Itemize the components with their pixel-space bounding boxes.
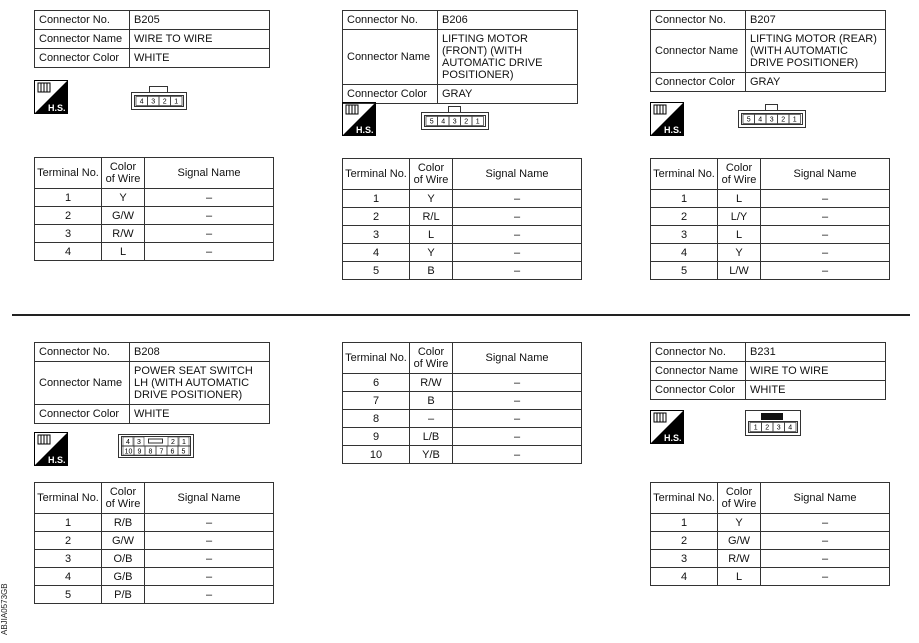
color-of-wire-header: Color of Wire [102, 483, 145, 514]
table-row [343, 428, 582, 446]
svg-text:H.S.: H.S. [664, 125, 682, 135]
pin-number: 2 [781, 116, 786, 124]
pin-number: 1 [792, 116, 797, 124]
signal-name-cell: – [761, 262, 890, 280]
wire-color-cell: R/B [102, 514, 145, 532]
connector-no-value: B206 [438, 11, 578, 30]
connector-color-label: Connector Color [651, 73, 746, 92]
wire-color-cell: L [718, 190, 761, 208]
table-row [343, 226, 582, 244]
table-row [35, 189, 274, 207]
signal-name-cell: – [145, 532, 274, 550]
pin-number: 5 [429, 118, 434, 126]
signal-name-cell: – [453, 446, 582, 464]
signal-name-cell: – [145, 550, 274, 568]
terminal-no-cell: 1 [651, 190, 718, 208]
wire-color-cell: B [410, 262, 453, 280]
b231-pins [750, 423, 796, 432]
table-row [651, 244, 890, 262]
wire-color-cell: G/W [102, 532, 145, 550]
terminal-no-cell: 2 [35, 532, 102, 550]
wire-color-cell: O/B [102, 550, 145, 568]
terminal-no-cell: 2 [651, 208, 718, 226]
table-row [651, 568, 890, 586]
wire-color-cell: Y [410, 190, 453, 208]
connector-name-value: LIFTING MOTOR (FRONT) (WITH AUTOMATIC DRIVE POSITIONER) [438, 30, 578, 85]
wire-color-cell: G/W [718, 532, 761, 550]
terminal-no-cell: 7 [343, 392, 410, 410]
terminal-no-header: Terminal No. [35, 158, 102, 189]
b208-terminal-table [34, 482, 274, 604]
pin-number: 2 [171, 439, 175, 446]
wire-color-cell: Y [410, 244, 453, 262]
wire-color-cell: Y [718, 244, 761, 262]
svg-text:H.S.: H.S. [48, 455, 66, 465]
signal-name-cell: – [761, 244, 890, 262]
pin-number: 2 [464, 118, 469, 126]
wire-color-cell: L [718, 568, 761, 586]
pin-number: 3 [452, 118, 457, 126]
connector-no-label: Connector No. [35, 343, 130, 362]
connector-name-label: Connector Name [35, 30, 130, 49]
signal-name-cell: – [761, 550, 890, 568]
pin-number: 10 [124, 448, 133, 456]
terminal-no-cell: 4 [35, 568, 102, 586]
terminal-no-header: Terminal No. [651, 483, 718, 514]
pin-number: 9 [137, 448, 142, 456]
b205-info [34, 10, 270, 68]
terminal-no-cell: 4 [651, 568, 718, 586]
table-row [35, 225, 274, 243]
table-row [651, 208, 890, 226]
table-row [35, 207, 274, 225]
wire-color-cell: G/B [102, 568, 145, 586]
signal-name-header: Signal Name [761, 483, 890, 514]
terminal-no-cell: 4 [651, 244, 718, 262]
table-row [651, 262, 890, 280]
hs-icon [650, 102, 684, 136]
pin-number: 6 [170, 448, 175, 456]
terminal-no-cell: 1 [651, 514, 718, 532]
connector-no-label: Connector No. [35, 11, 130, 30]
connector-no-value: B231 [746, 343, 886, 362]
terminal-no-cell: 3 [35, 550, 102, 568]
pin-number: 7 [159, 448, 164, 456]
color-of-wire-header: Color of Wire [102, 158, 145, 189]
b205-connector-face [131, 86, 187, 110]
b208-connector-face [118, 434, 194, 458]
terminal-no-cell: 1 [35, 514, 102, 532]
terminal-no-cell: 2 [343, 208, 410, 226]
color-of-wire-header: Color of Wire [410, 159, 453, 190]
signal-name-header: Signal Name [145, 483, 274, 514]
signal-name-cell: – [453, 392, 582, 410]
wire-color-cell: R/W [102, 225, 145, 243]
terminal-no-cell: 8 [343, 410, 410, 428]
b206-connector-face [421, 106, 489, 130]
hs-icon [342, 102, 376, 136]
signal-name-cell: – [145, 243, 274, 261]
wire-color-cell: Y/B [410, 446, 453, 464]
wire-color-cell: L/B [410, 428, 453, 446]
terminal-no-cell: 5 [651, 262, 718, 280]
terminal-no-header: Terminal No. [343, 159, 410, 190]
pin-number: 1 [182, 439, 186, 446]
connector-color-label: Connector Color [651, 381, 746, 400]
table-row [35, 514, 274, 532]
connector-color-value: GRAY [746, 73, 886, 92]
color-of-wire-header: Color of Wire [718, 483, 761, 514]
wire-color-cell: Y [102, 189, 145, 207]
signal-name-cell: – [145, 225, 274, 243]
signal-name-cell: – [761, 514, 890, 532]
wire-color-cell: L/Y [718, 208, 761, 226]
pin-number: 4 [788, 424, 793, 432]
signal-name-header: Signal Name [761, 159, 890, 190]
wire-color-cell: L [410, 226, 453, 244]
b208-terminal-table-continued [342, 342, 582, 464]
terminal-no-cell: 4 [343, 244, 410, 262]
wire-color-cell: L [102, 243, 145, 261]
connector-color-value: GRAY [438, 85, 578, 104]
pin-number: 3 [776, 424, 781, 432]
wire-color-cell: L [718, 226, 761, 244]
connector-name-value: WIRE TO WIRE [746, 362, 886, 381]
table-row [651, 226, 890, 244]
terminal-no-cell: 1 [35, 189, 102, 207]
pin-number: 2 [162, 98, 167, 106]
b205-pins [136, 97, 182, 106]
table-row [343, 262, 582, 280]
signal-name-header: Signal Name [145, 158, 274, 189]
terminal-no-cell: 10 [343, 446, 410, 464]
table-row [343, 410, 582, 428]
connector-no-value: B205 [130, 11, 270, 30]
terminal-no-cell: 2 [651, 532, 718, 550]
table-row [343, 244, 582, 262]
connector-color-label: Connector Color [343, 85, 438, 104]
wire-color-cell: – [410, 410, 453, 428]
table-row [651, 532, 890, 550]
table-row [35, 586, 274, 604]
pin-number: 8 [148, 448, 153, 456]
figure-code: ABJIA0573GB [0, 583, 9, 635]
connector-name-label: Connector Name [343, 30, 438, 85]
signal-name-cell: – [761, 532, 890, 550]
hs-icon [650, 410, 684, 444]
connector-name-value: LIFTING MOTOR (REAR) (WITH AUTOMATIC DRIVE POSITIONER) [746, 30, 886, 73]
terminal-no-cell: 9 [343, 428, 410, 446]
color-of-wire-header: Color of Wire [410, 343, 453, 374]
pin-number: 2 [765, 424, 770, 432]
table-row [651, 514, 890, 532]
signal-name-cell: – [761, 208, 890, 226]
wire-color-cell: R/W [410, 374, 453, 392]
terminal-no-header: Terminal No. [35, 483, 102, 514]
terminal-no-cell: 1 [343, 190, 410, 208]
pin-number: 5 [181, 448, 186, 456]
table-row [343, 190, 582, 208]
signal-name-cell: – [453, 428, 582, 446]
signal-name-cell: – [453, 262, 582, 280]
b207-info [650, 10, 886, 92]
connector-no-label: Connector No. [651, 11, 746, 30]
connector-no-label: Connector No. [343, 11, 438, 30]
b231-connector-face [745, 410, 801, 436]
pin-number: 3 [137, 439, 141, 446]
terminal-no-cell: 3 [35, 225, 102, 243]
wire-color-cell: Y [718, 514, 761, 532]
pin-number: 3 [151, 98, 156, 106]
hs-icon [34, 432, 68, 466]
signal-name-cell: – [145, 207, 274, 225]
table-row [343, 374, 582, 392]
pin-number: 5 [746, 116, 751, 124]
connector-color-value: WHITE [130, 405, 270, 424]
connector-name-label: Connector Name [35, 362, 130, 405]
svg-text:H.S.: H.S. [664, 433, 682, 443]
b231-info [650, 342, 886, 400]
connector-name-value: WIRE TO WIRE [130, 30, 270, 49]
pin-number: 3 [769, 116, 774, 124]
table-row [35, 550, 274, 568]
connector-color-value: WHITE [130, 49, 270, 68]
signal-name-header: Signal Name [453, 159, 582, 190]
signal-name-cell: – [145, 568, 274, 586]
signal-name-cell: – [145, 189, 274, 207]
table-row [35, 532, 274, 550]
connector-no-label: Connector No. [651, 343, 746, 362]
b208-info [34, 342, 270, 424]
b206-terminal-table [342, 158, 582, 280]
pin-number: 1 [475, 118, 480, 126]
b207-terminal-table [650, 158, 890, 280]
wire-color-cell: R/L [410, 208, 453, 226]
b206-info [342, 10, 578, 104]
signal-name-cell: – [453, 374, 582, 392]
signal-name-cell: – [453, 208, 582, 226]
pin-number: 4 [441, 118, 446, 126]
terminal-no-cell: 6 [343, 374, 410, 392]
table-row [343, 392, 582, 410]
section-divider [12, 314, 910, 316]
signal-name-cell: – [761, 190, 890, 208]
pin-number: 1 [753, 424, 758, 432]
connector-no-value: B207 [746, 11, 886, 30]
wire-color-cell: B [410, 392, 453, 410]
table-row [651, 550, 890, 568]
connector-color-label: Connector Color [35, 49, 130, 68]
b205-terminal-table [34, 157, 274, 261]
terminal-no-cell: 5 [35, 586, 102, 604]
table-row [35, 243, 274, 261]
svg-text:H.S.: H.S. [48, 103, 66, 113]
table-row [35, 568, 274, 586]
pin-number: 1 [174, 98, 179, 106]
svg-text:H.S.: H.S. [356, 125, 374, 135]
terminal-no-header: Terminal No. [343, 343, 410, 374]
signal-name-cell: – [453, 410, 582, 428]
table-row [651, 190, 890, 208]
connector-color-value: WHITE [746, 381, 886, 400]
wire-color-cell: R/W [718, 550, 761, 568]
wire-color-cell: P/B [102, 586, 145, 604]
b231-terminal-table [650, 482, 890, 586]
signal-name-cell: – [453, 190, 582, 208]
signal-name-header: Signal Name [453, 343, 582, 374]
terminal-no-cell: 2 [35, 207, 102, 225]
pin-number: 4 [139, 98, 144, 106]
wire-color-cell: G/W [102, 207, 145, 225]
wire-color-cell: L/W [718, 262, 761, 280]
b207-connector-face [738, 104, 806, 128]
pin-number: 4 [758, 116, 763, 124]
terminal-no-cell: 3 [651, 550, 718, 568]
hs-icon [34, 80, 68, 114]
terminal-no-cell: 4 [35, 243, 102, 261]
table-row [343, 446, 582, 464]
signal-name-cell: – [145, 514, 274, 532]
signal-name-cell: – [145, 586, 274, 604]
signal-name-cell: – [761, 568, 890, 586]
pin-number: 4 [126, 439, 130, 446]
terminal-no-cell: 3 [651, 226, 718, 244]
connector-name-value: POWER SEAT SWITCH LH (WITH AUTOMATIC DRIVE POSITIONER) [130, 362, 270, 405]
terminal-no-cell: 5 [343, 262, 410, 280]
terminal-no-cell: 3 [343, 226, 410, 244]
signal-name-cell: – [453, 226, 582, 244]
terminal-no-header: Terminal No. [651, 159, 718, 190]
connector-name-label: Connector Name [651, 30, 746, 73]
color-of-wire-header: Color of Wire [718, 159, 761, 190]
table-row [343, 208, 582, 226]
connector-color-label: Connector Color [35, 405, 130, 424]
signal-name-cell: – [761, 226, 890, 244]
signal-name-cell: – [453, 244, 582, 262]
connector-name-label: Connector Name [651, 362, 746, 381]
connector-no-value: B208 [130, 343, 270, 362]
